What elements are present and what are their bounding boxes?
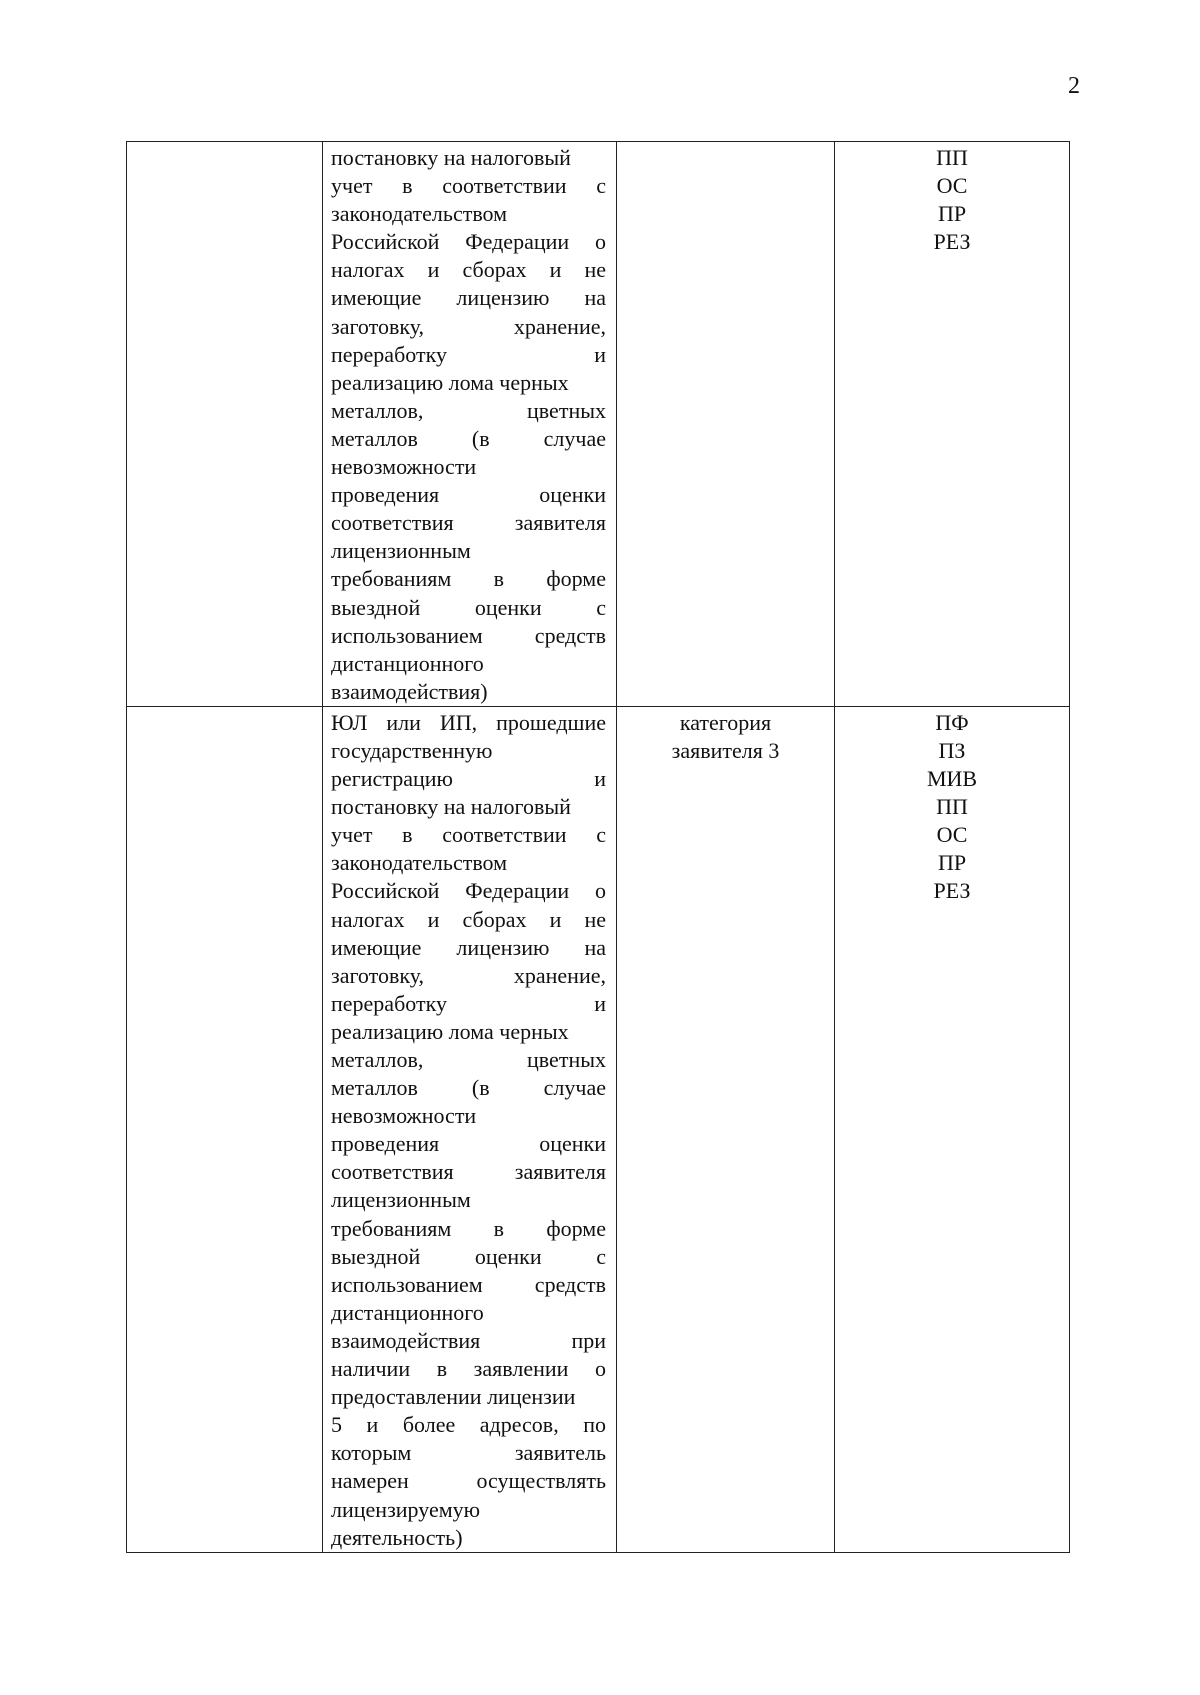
- description-line: лицензионным: [331, 1187, 471, 1213]
- description-line: регистрацию и: [331, 766, 606, 792]
- applicant-category-cell: [617, 706, 835, 1552]
- description-line: выездной оценки с: [331, 594, 606, 620]
- description-line: налогах и сборах и не: [331, 257, 606, 283]
- description-line: требованиям в форме: [331, 1215, 606, 1241]
- description-line: металлов, цветных: [331, 397, 606, 423]
- description-line: металлов (в случае: [331, 425, 606, 451]
- procedure-code: МИВ: [926, 766, 978, 792]
- procedure-codes-cell: [835, 706, 1070, 1552]
- description-line: использованием средств: [331, 622, 606, 648]
- description-line: законодательством: [331, 850, 508, 876]
- description-line: наличии в заявлении о: [331, 1356, 606, 1382]
- description-line: проведения оценки: [331, 482, 606, 508]
- description-line: 5 и более адресов, по: [331, 1412, 606, 1438]
- description-line: переработку и: [331, 341, 606, 367]
- description-line: реализацию лома черных: [331, 1018, 569, 1044]
- procedure-code: ПФ: [935, 709, 969, 735]
- description-line: законодательством: [331, 201, 508, 227]
- procedure-code: ПЗ: [938, 737, 966, 763]
- description-line: лицензионным: [331, 538, 471, 564]
- description-line: взаимодействия): [331, 678, 488, 704]
- description-line: Российской Федерации о: [331, 229, 606, 255]
- description-line: которым заявитель: [331, 1440, 606, 1466]
- procedure-codes-cell: [835, 142, 1070, 707]
- procedure-code: ПР: [937, 201, 967, 227]
- procedure-code: ПП: [936, 794, 968, 820]
- page-number: 2: [1068, 73, 1080, 99]
- procedure-code: ОС: [936, 173, 968, 199]
- description-line: постановку на налоговый: [331, 794, 571, 820]
- table-row: [127, 142, 1070, 707]
- description-line: соответствия заявителя: [331, 1159, 606, 1185]
- empty-cell: [127, 142, 323, 707]
- table-row: [127, 706, 1070, 1552]
- procedure-code: ОС: [936, 822, 968, 848]
- description-line: заготовку, хранение,: [331, 962, 606, 988]
- description-line: соответствия заявителя: [331, 510, 606, 536]
- table-body: [127, 142, 1070, 1553]
- description-line: учет в соответствии с: [331, 173, 606, 199]
- procedure-code: ПП: [936, 145, 968, 170]
- description-line: деятельность): [331, 1524, 463, 1550]
- description-line: невозможности: [331, 1103, 477, 1129]
- description-line: ЮЛ или ИП, прошедшие: [331, 709, 606, 735]
- applicant-description-cell: [323, 706, 617, 1552]
- description-line: лицензируемую: [331, 1496, 481, 1522]
- description-line: предоставлении лицензии: [331, 1384, 576, 1410]
- procedure-code: ПР: [937, 850, 967, 876]
- description-line: использованием средств: [331, 1271, 606, 1297]
- applicant-category-cell: [617, 142, 835, 707]
- description-line: дистанционного: [331, 1299, 484, 1325]
- description-line: намерен осуществлять: [331, 1468, 606, 1494]
- description-line: постановку на налоговый: [331, 145, 571, 170]
- description-line: переработку и: [331, 990, 606, 1016]
- description-line: невозможности: [331, 454, 477, 480]
- procedure-code: РЕЗ: [933, 878, 971, 904]
- description-line: металлов, цветных: [331, 1047, 606, 1072]
- description-line: имеющие лицензию на: [331, 285, 606, 311]
- description-line: государственную: [331, 737, 493, 763]
- description-line: Российской Федерации о: [331, 878, 606, 904]
- description-line: выездной оценки с: [331, 1243, 606, 1269]
- description-line: требованиям в форме: [331, 566, 606, 592]
- description-line: металлов (в случае: [331, 1075, 606, 1101]
- description-line: налогах и сборах и не: [331, 906, 606, 932]
- category-line: заявителя 3: [671, 737, 780, 763]
- empty-cell: [127, 706, 323, 1552]
- description-line: дистанционного: [331, 650, 484, 676]
- description-line: заготовку, хранение,: [331, 313, 606, 339]
- description-line: имеющие лицензию на: [331, 934, 606, 960]
- category-line: категория: [679, 709, 772, 735]
- description-line: учет в соответствии с: [331, 822, 606, 848]
- licensing-table: [126, 141, 1070, 1553]
- applicant-description-cell: [323, 142, 617, 707]
- description-line: взаимодействия при: [331, 1327, 606, 1353]
- description-line: проведения оценки: [331, 1131, 606, 1157]
- procedure-code: РЕЗ: [933, 229, 971, 255]
- description-line: реализацию лома черных: [331, 369, 569, 395]
